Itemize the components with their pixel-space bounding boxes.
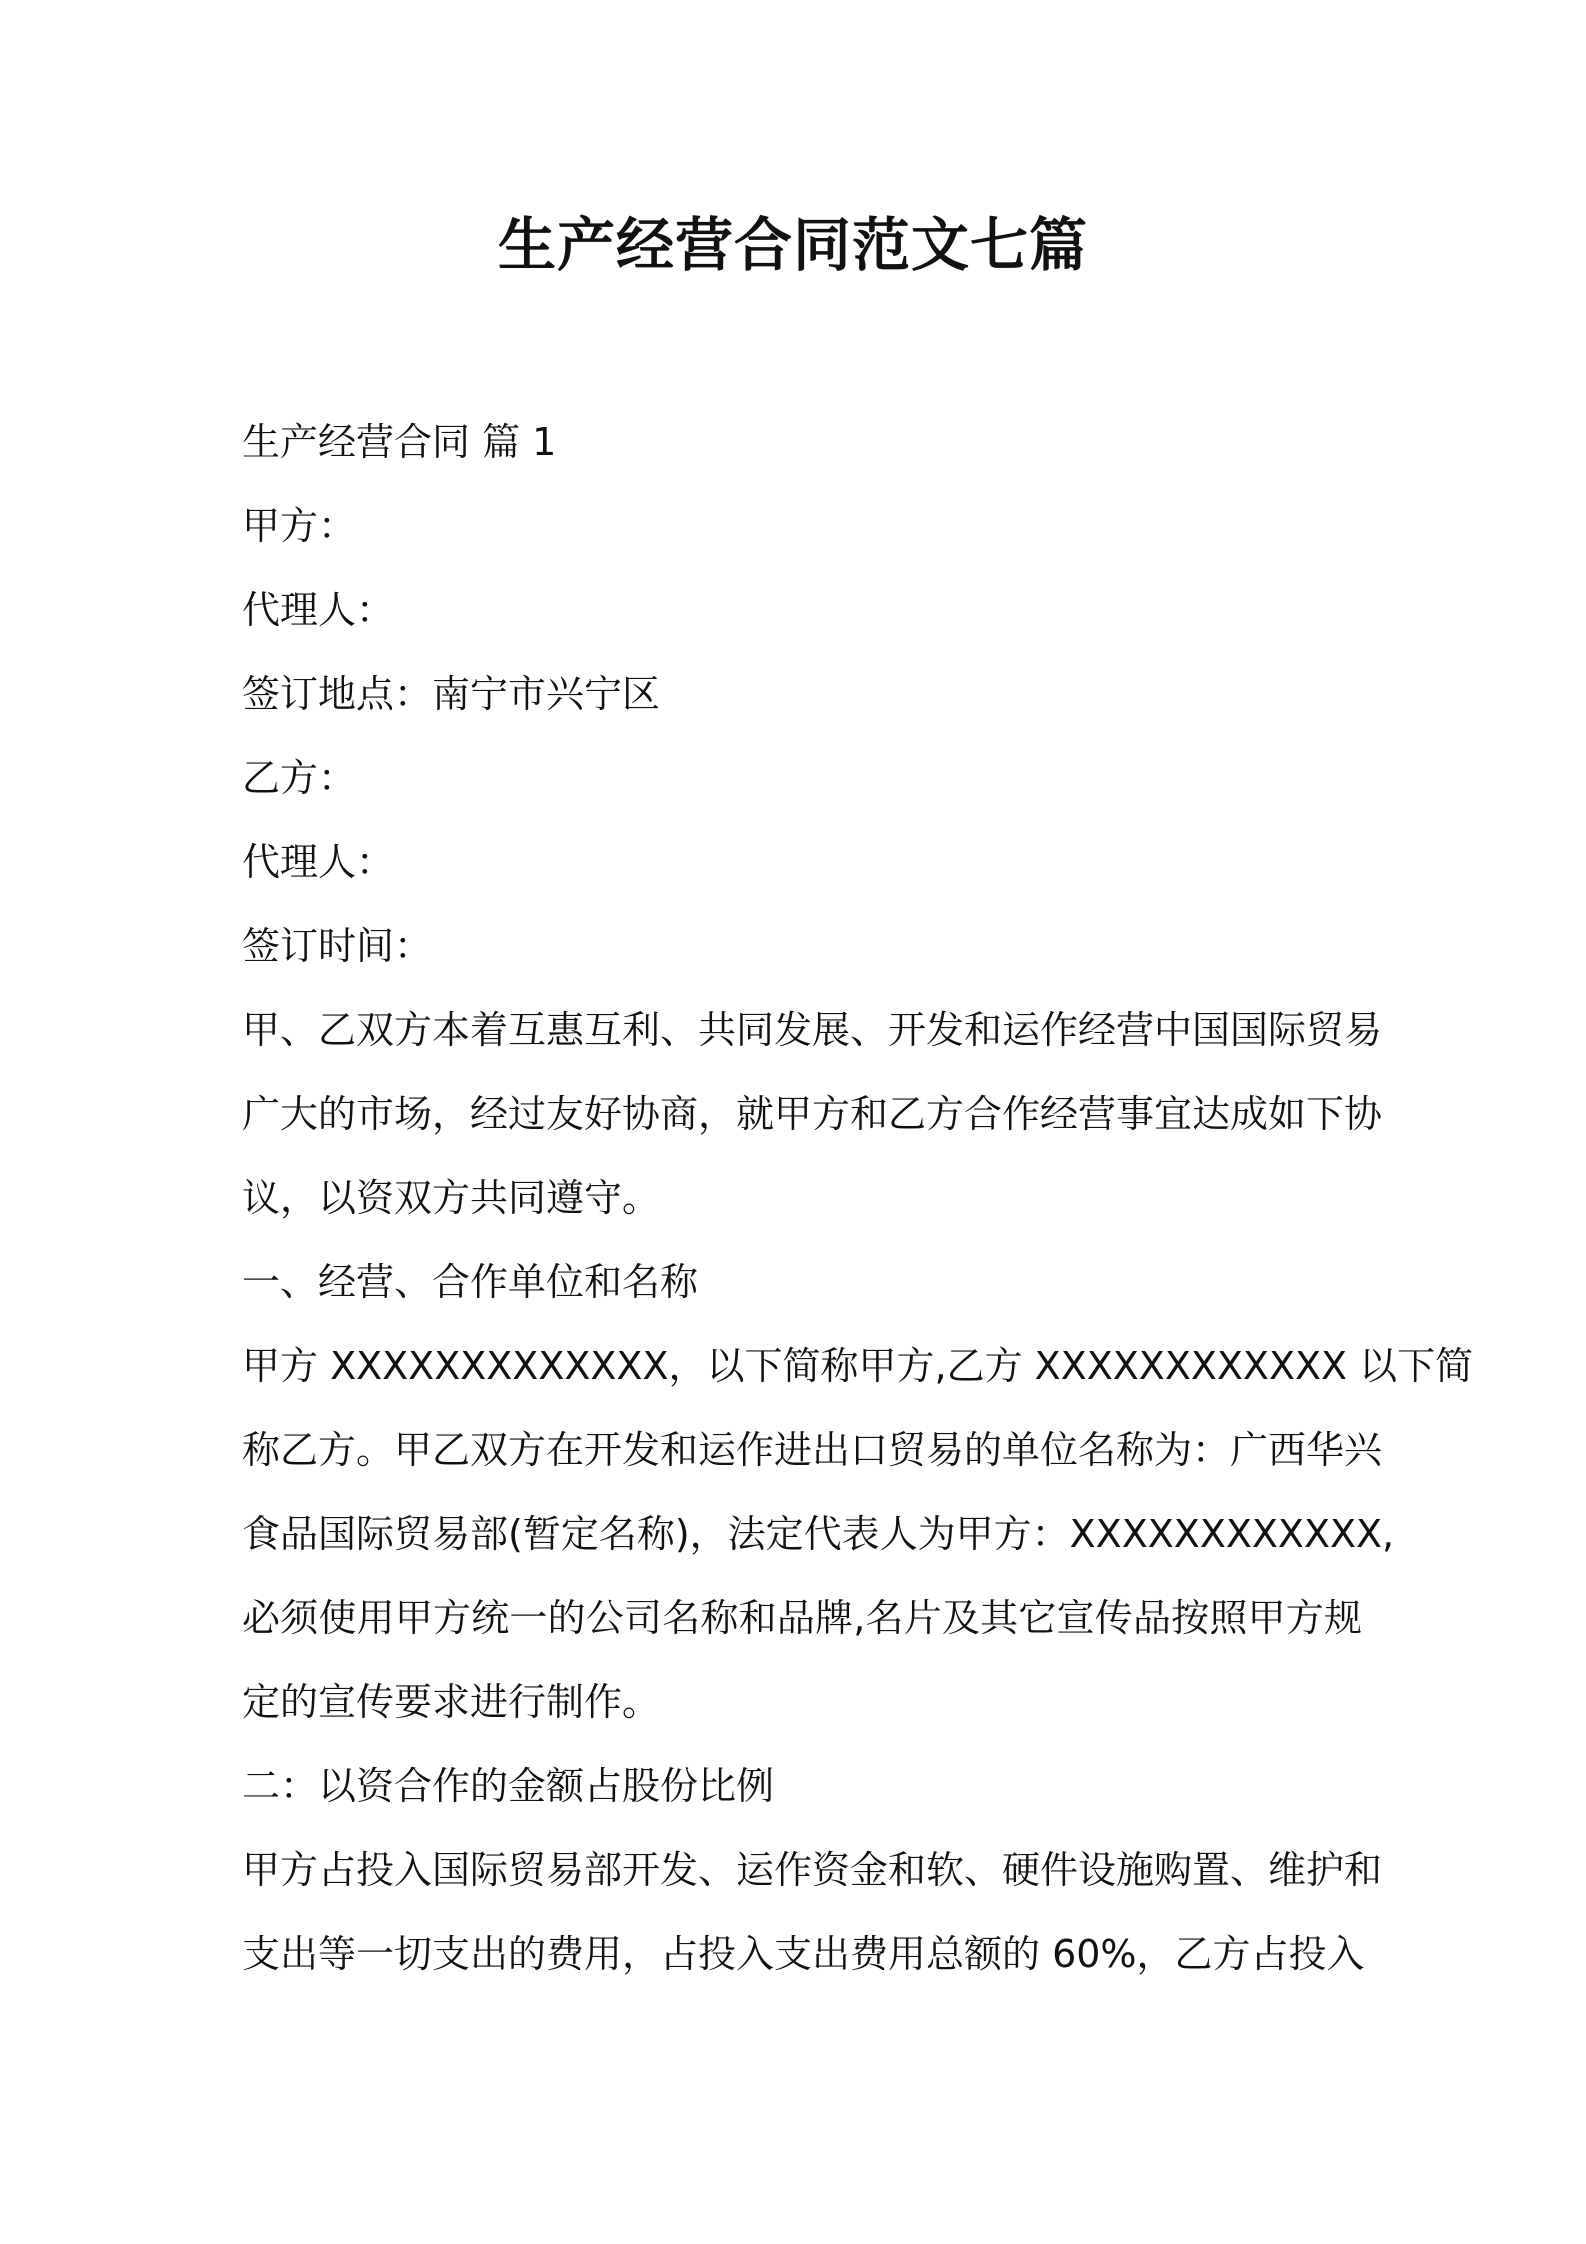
- clause-heading: 一、经营、合作单位和名称: [242, 1260, 699, 1304]
- paragraph-line: 称乙方。甲乙双方在开发和运作进出口贸易的单位名称为：广西华兴: [242, 1428, 1383, 1472]
- section-heading: 生产经营合同 篇 1: [242, 420, 557, 464]
- paragraph-line: 食品国际贸易部(暂定名称)，法定代表人为甲方：XXXXXXXXXXXX,: [242, 1512, 1395, 1556]
- party-b-field: 乙方：: [242, 756, 357, 800]
- paragraph-line: 甲、乙双方本着互惠互利、共同发展、开发和运作经营中国国际贸易: [242, 1008, 1383, 1052]
- paragraph-line: 广大的市场，经过友好协商，就甲方和乙方合作经营事宜达成如下协: [242, 1092, 1383, 1136]
- document-title: 生产经营合同范文七篇: [497, 211, 1088, 279]
- signing-location-field: 签订地点：南宁市兴宁区: [242, 672, 661, 716]
- paragraph-line: 定的宣传要求进行制作。: [242, 1680, 661, 1724]
- paragraph-line: 必须使用甲方统一的公司名称和品牌,名片及其它宣传品按照甲方规: [242, 1596, 1362, 1640]
- agent-field: 代理人：: [242, 840, 395, 884]
- paragraph-line: 议，以资双方共同遵守。: [242, 1176, 661, 1220]
- clause-heading: 二：以资合作的金额占股份比例: [242, 1764, 775, 1808]
- paragraph-line: 甲方占投入国际贸易部开发、运作资金和软、硬件设施购置、维护和: [242, 1848, 1383, 1892]
- paragraph-line: 支出等一切支出的费用，占投入支出费用总额的 60%，乙方占投入: [242, 1932, 1365, 1976]
- paragraph-line: 甲方 XXXXXXXXXXXXX，以下简称甲方,乙方 XXXXXXXXXXXX 以下简: [242, 1344, 1474, 1388]
- agent-field: 代理人：: [242, 588, 395, 632]
- signing-time-field: 签订时间：: [242, 924, 433, 968]
- party-a-field: 甲方：: [242, 504, 357, 548]
- document-body: [242, 400, 1474, 1996]
